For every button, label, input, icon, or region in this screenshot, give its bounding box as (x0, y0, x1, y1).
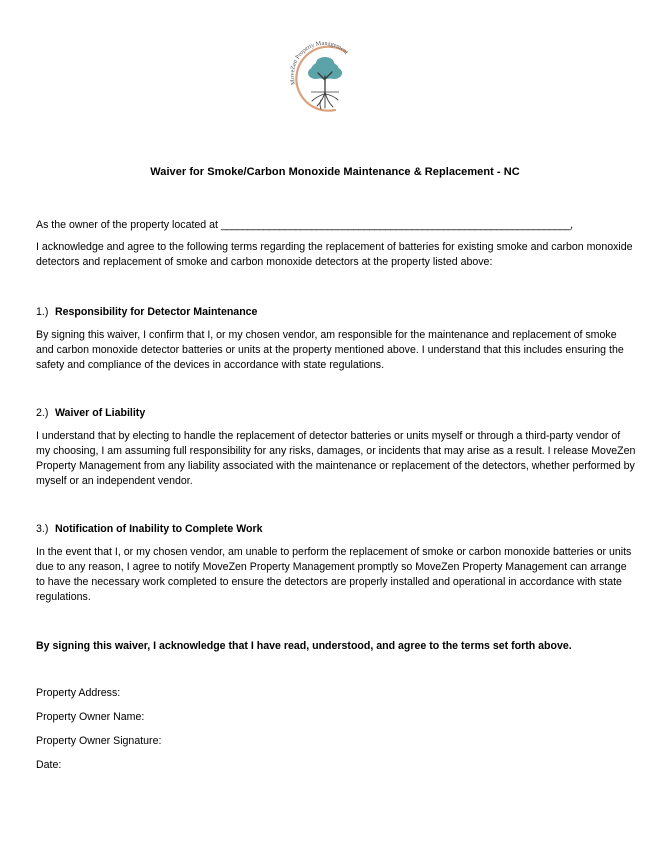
section-body: In the event that I, or my chosen vendor, am unable to perform the replacement of smoke or carbon monoxide batteries or units due to any reason, I agree to notify MoveZen Property Management promptly so MoveZen Property Management can arrange to have the necessary work completed to ensure the detectors are properly installed and operational in accordance with state regulations. (36, 546, 632, 603)
section-body: I understand that by electing to handle the replacement of detector batteries or units myself or through a third-party vendor of my choosing, I am assuming full responsibility for any risks, damages, or incidents that may arise as a result. I release MoveZen Property Management from any liability associated with the maintenance or replacement of the detectors, whether performed by myself or an independent vendor. (36, 430, 636, 487)
property-location-blank: __________________________________________________________________, (220, 219, 573, 231)
section-heading (36, 306, 257, 318)
property-address-field: Property Address: (36, 687, 121, 699)
movezen-logo (283, 30, 365, 122)
date-field: Date: (36, 759, 62, 771)
section-heading (36, 523, 263, 535)
acknowledgement-statement: By signing this waiver, I acknowledge that I have read, understood, and agree to the terms set forth above. (36, 640, 572, 652)
intro-paragraph: I acknowledge and agree to the following terms regarding the replacement of batteries for existing smoke and carbon monoxide detectors and replacement of smoke and carbon monoxide detectors at the property listed above: (36, 241, 633, 268)
document-title: Waiver for Smoke/Carbon Monoxide Maintenance & Replacement - NC (150, 166, 520, 178)
section-title: Responsibility for Detector Maintenance (54, 306, 258, 318)
owner-line-label: As the owner of the property located at (36, 219, 218, 231)
section-title: Notification of Inability to Complete Work (54, 523, 263, 535)
section-number: 2.) (36, 407, 49, 419)
owner-name-field: Property Owner Name: (36, 711, 145, 723)
section-number: 1.) (36, 306, 49, 318)
section-number: 3.) (36, 523, 49, 535)
section-title: Waiver of Liability (54, 407, 146, 419)
section-body: By signing this waiver, I confirm that I, or my chosen vendor, am responsible for the maintenance and replacement of smoke and carbon monoxide detector batteries or units at the property mentioned above. I understand that this includes ensuring the safety and compliance of the devices in accordance with state regulations. (36, 329, 624, 371)
svg-text:MoveZen Property Management: MoveZen Property Management (288, 39, 350, 86)
owner-line (36, 218, 636, 233)
owner-signature-field: Property Owner Signature: (36, 735, 162, 747)
section-heading (36, 407, 145, 419)
